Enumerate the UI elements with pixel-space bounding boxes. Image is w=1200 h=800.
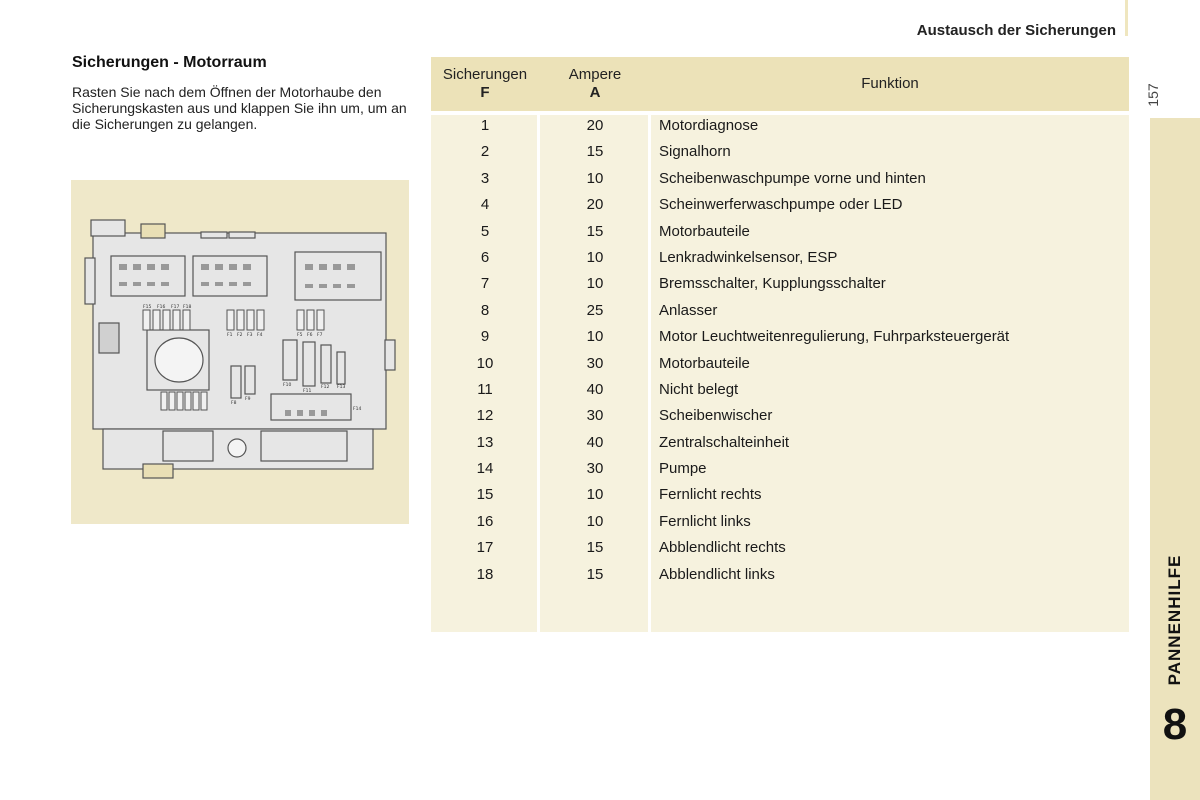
intro-text: Rasten Sie nach dem Öffnen der Motorhaube den Sicherungskasten aus und klappen Sie ihn um, um an die Sicherungen zu gelangen. bbox=[72, 84, 407, 132]
function-text: Pumpe bbox=[659, 460, 707, 478]
ampere-value: 40 bbox=[586, 380, 604, 398]
header-ampere-unit: A bbox=[589, 84, 601, 101]
table-row bbox=[431, 430, 1129, 456]
header-ampere bbox=[539, 57, 651, 111]
fuse-label: F16 bbox=[157, 305, 166, 310]
fuse-label: F9 bbox=[245, 397, 251, 402]
table-row bbox=[431, 298, 1129, 324]
function-text: Motorbauteile bbox=[659, 222, 750, 240]
fuse-number: 12 bbox=[476, 407, 494, 425]
table-row bbox=[431, 219, 1129, 245]
ampere-value: 10 bbox=[586, 328, 604, 346]
fuse-label: F18 bbox=[183, 305, 192, 310]
fuse-label: F12 bbox=[321, 385, 330, 390]
fuse-number: 8 bbox=[480, 301, 490, 319]
fuse-box-diagram bbox=[71, 180, 409, 524]
ampere-value: 20 bbox=[586, 196, 604, 214]
function-text: Scheinwerferwaschpumpe oder LED bbox=[659, 196, 903, 214]
function-text: Zentralschalteinheit bbox=[659, 433, 790, 451]
ampere-value: 40 bbox=[586, 433, 604, 451]
table-header bbox=[431, 57, 1129, 111]
ampere-value: 30 bbox=[586, 407, 604, 425]
header-title: Austausch der Sicherungen bbox=[916, 22, 1116, 39]
table-row bbox=[431, 139, 1129, 165]
fuse-label: F14 bbox=[353, 407, 362, 412]
fuse-label: F8 bbox=[231, 401, 237, 406]
ampere-value: 20 bbox=[586, 117, 604, 134]
fuse-number: 2 bbox=[480, 143, 490, 161]
header-function bbox=[651, 57, 1129, 111]
ampere-value: 15 bbox=[586, 222, 604, 240]
function-text: Scheibenwischer bbox=[659, 407, 773, 425]
fuse-label: F4 bbox=[257, 333, 263, 338]
header-function-label: Funktion bbox=[861, 75, 919, 92]
fuse-number: 5 bbox=[480, 222, 490, 240]
fuse-table bbox=[431, 57, 1129, 632]
function-text: Abblendlicht links bbox=[659, 565, 775, 583]
function-text: Abblendlicht rechts bbox=[659, 539, 786, 557]
section-heading: Sicherungen - Motorraum bbox=[72, 54, 267, 71]
fuse-number: 1 bbox=[480, 117, 490, 134]
table-row bbox=[431, 377, 1129, 403]
ampere-value: 30 bbox=[586, 354, 604, 372]
table-row bbox=[431, 324, 1129, 350]
fuse-label: F5 bbox=[297, 333, 303, 338]
table-row bbox=[431, 351, 1129, 377]
header-fuse bbox=[431, 57, 539, 111]
table-row bbox=[431, 166, 1129, 192]
ampere-value: 10 bbox=[586, 512, 604, 530]
ampere-value: 30 bbox=[586, 460, 604, 478]
fuse-label: F2 bbox=[237, 333, 243, 338]
header-fuse-unit: F bbox=[480, 84, 490, 101]
table-body bbox=[431, 113, 1129, 588]
fuse-number: 15 bbox=[476, 486, 494, 504]
fuse-number: 4 bbox=[480, 196, 490, 214]
fuse-number: 14 bbox=[476, 460, 494, 478]
chapter-name: PANNENHILFE bbox=[1165, 554, 1184, 686]
fuse-label: F6 bbox=[307, 333, 313, 338]
ampere-value: 10 bbox=[586, 169, 604, 187]
function-text: Motordiagnose bbox=[659, 117, 759, 134]
table-row bbox=[431, 192, 1129, 218]
fuse-label: F15 bbox=[143, 305, 152, 310]
fuse-label: F11 bbox=[303, 389, 312, 394]
function-text: Anlasser bbox=[659, 301, 718, 319]
ampere-value: 15 bbox=[586, 143, 604, 161]
table-row bbox=[431, 562, 1129, 588]
table-row bbox=[431, 535, 1129, 561]
fuse-label: F3 bbox=[247, 333, 253, 338]
ampere-value: 10 bbox=[586, 248, 604, 266]
fuse-label: F7 bbox=[317, 333, 323, 338]
ampere-value: 15 bbox=[586, 565, 604, 583]
function-text: Motorbauteile bbox=[659, 354, 750, 372]
header-rule bbox=[1125, 0, 1128, 36]
ampere-value: 25 bbox=[586, 301, 604, 319]
fuse-label: F10 bbox=[283, 383, 292, 388]
fuse-number: 3 bbox=[480, 169, 490, 187]
fuse-number: 7 bbox=[480, 275, 490, 293]
fuse-number: 16 bbox=[476, 512, 494, 530]
fuse-label: F1 bbox=[227, 333, 233, 338]
function-text: Fernlicht rechts bbox=[659, 486, 762, 504]
ampere-value: 15 bbox=[586, 539, 604, 557]
chapter-number: 8 bbox=[1162, 700, 1188, 749]
function-text: Lenkradwinkelsensor, ESP bbox=[659, 248, 838, 266]
table-row bbox=[431, 245, 1129, 271]
header-fuse-label: Sicherungen bbox=[442, 66, 528, 83]
function-text: Fernlicht links bbox=[659, 512, 751, 530]
fuse-label: F17 bbox=[171, 305, 180, 310]
fuse-number: 11 bbox=[477, 380, 493, 398]
ampere-value: 10 bbox=[586, 486, 604, 504]
header-ampere-label: Ampere bbox=[568, 66, 622, 83]
function-text: Signalhorn bbox=[659, 143, 731, 161]
function-text: Motor Leuchtweitenregulierung, Fuhrparksteuergerät bbox=[659, 328, 1010, 346]
table-row bbox=[431, 456, 1129, 482]
function-text: Bremsschalter, Kupplungsschalter bbox=[659, 275, 886, 293]
ampere-value: 10 bbox=[586, 275, 604, 293]
fuse-number: 18 bbox=[476, 565, 494, 583]
table-row bbox=[431, 509, 1129, 535]
table-row bbox=[431, 403, 1129, 429]
function-text: Scheibenwaschpumpe vorne und hinten bbox=[659, 169, 926, 187]
fuse-number: 6 bbox=[480, 248, 490, 266]
page-number: 157 bbox=[1145, 83, 1161, 107]
fuse-box-drawing bbox=[71, 180, 409, 524]
fuse-number: 10 bbox=[476, 354, 494, 372]
fuse-number: 17 bbox=[476, 539, 494, 557]
fuse-number: 9 bbox=[480, 328, 490, 346]
function-text: Nicht belegt bbox=[659, 380, 739, 398]
table-row bbox=[431, 482, 1129, 508]
table-row bbox=[431, 271, 1129, 297]
fuse-label: F13 bbox=[337, 385, 346, 390]
fuse-number: 13 bbox=[476, 433, 494, 451]
table-row bbox=[431, 113, 1129, 139]
